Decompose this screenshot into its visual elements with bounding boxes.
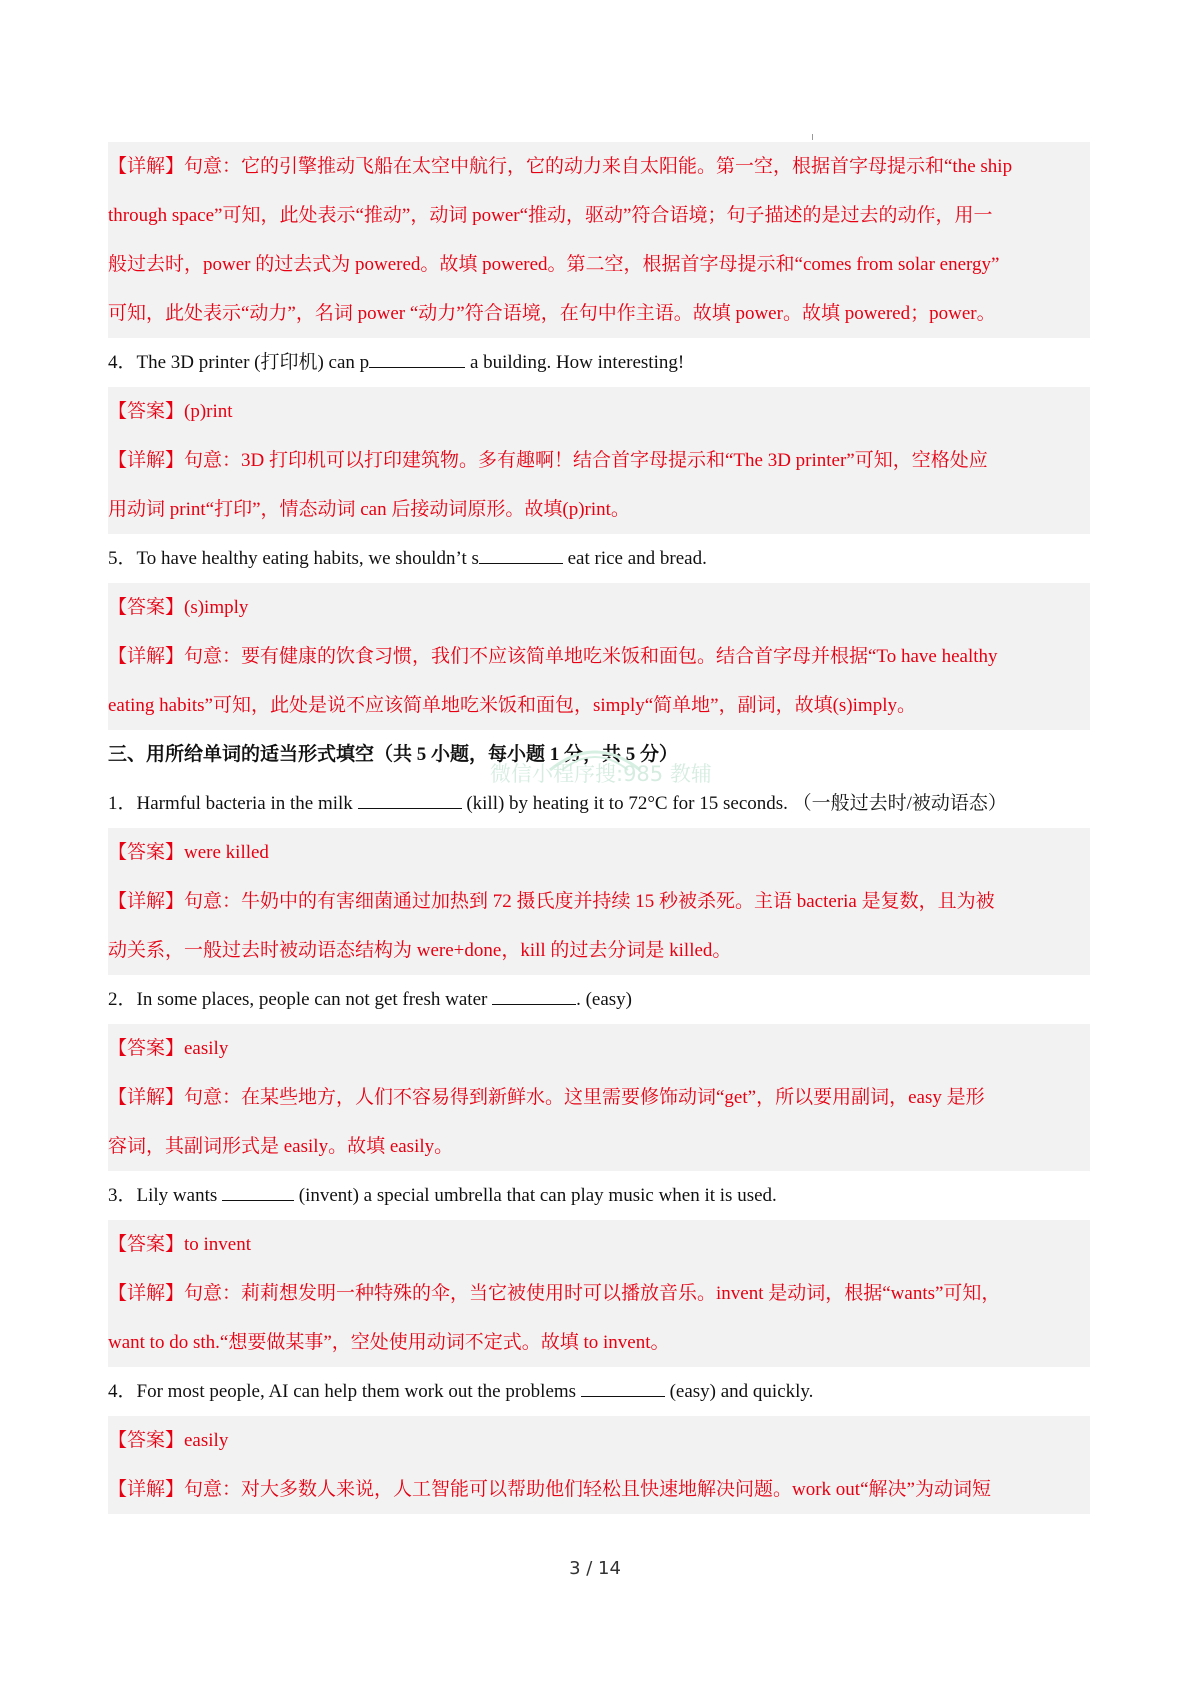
explanation-line: 动关系，一般过去时被动语态结构为 were+done，kill 的过去分词是 killed。 [108, 940, 732, 961]
answer-block [108, 1024, 1090, 1171]
question-text: 4．The 3D printer (打印机) can p [108, 352, 370, 373]
explanation-line: 【详解】句意：对大多数人来说，人工智能可以帮助他们轻松且快速地解决问题。work out“解决”为动词短 [108, 1479, 991, 1500]
answer-line: 【答案】easily [108, 1430, 229, 1451]
question-text: 2．In some places, people can not get fresh water [108, 989, 493, 1010]
explanation-line: 【详解】句意：牛奶中的有害细菌通过加热到 72 摄氏度并持续 15 秒被杀死。主语 bacteria 是复数，且为被 [108, 891, 995, 912]
question-line [108, 1367, 1090, 1416]
answer-blank [479, 543, 563, 564]
explanation-line: 般过去时，power 的过去式为 powered。故填 powered。第二空，根据首字母提示和“comes from solar energy” [108, 254, 1000, 275]
question-text: a building. How interesting! [465, 352, 685, 373]
answer-line: 【答案】easily [108, 1038, 229, 1059]
question-text: 3．Lily wants [108, 1185, 222, 1206]
explanation-line: 容词，其副词形式是 easily。故填 easily。 [108, 1136, 454, 1157]
explanation-line: 【详解】句意：它的引擎推动飞船在太空中航行，它的动力来自太阳能。第一空，根据首字母提示和“the ship [108, 156, 1013, 177]
section-heading: 三、用所给单词的适当形式填空（共 5 小题，每小题 1 分，共 5 分） [108, 744, 679, 765]
explanation-line: 【详解】句意：莉莉想发明一种特殊的伞，当它被使用时可以播放音乐。invent 是动词，根据“wants”可知， [108, 1283, 1001, 1304]
answer-blank [369, 347, 465, 368]
answer-line: 【答案】to invent [108, 1234, 252, 1255]
question-text: 4．For most people, AI can help them work out the problems [108, 1381, 581, 1402]
explanation-line: eating habits”可知，此处是说不应该简单地吃米饭和面包，simply“简单地”，副词，故填(s)imply。 [108, 695, 916, 716]
answer-blank [222, 1180, 294, 1201]
answer-block [108, 1220, 1090, 1367]
explanation-line: want to do sth.“想要做某事”，空处使用动词不定式。故填 to invent。 [108, 1332, 670, 1353]
watermark-text: 微信小程序搜:985 教辅 [490, 762, 712, 786]
explanation-line: 【详解】句意：在某些地方，人们不容易得到新鲜水。这里需要修饰动词“get”，所以要用副词，easy 是形 [108, 1087, 985, 1108]
explanation-line: 可知，此处表示“动力”，名词 power “动力”符合语境，在句中作主语。故填 power。故填 powered；power。 [108, 303, 996, 324]
question-text: 1．Harmful bacteria in the milk [108, 793, 358, 814]
question-text: (invent) a special umbrella that can play music when it is used. [294, 1185, 777, 1206]
question-line [108, 338, 1090, 387]
answer-line: 【答案】(s)imply [108, 597, 249, 618]
explanation-line: 【详解】句意：要有健康的饮食习惯，我们不应该简单地吃米饭和面包。结合首字母并根据“To have healthy [108, 646, 998, 667]
explanation-line: through space”可知，此处表示“推动”，动词 power“推动，驱动”符合语境；句子描述的是过去的动作，用一 [108, 205, 993, 226]
answer-block [108, 828, 1090, 975]
explanation-line: 【详解】句意：3D 打印机可以打印建筑物。多有趣啊！结合首字母提示和“The 3D printer”可知，空格处应 [108, 450, 988, 471]
answer-blank [358, 788, 462, 809]
question-line [108, 534, 1090, 583]
page-mark [812, 134, 813, 140]
answer-block [108, 387, 1090, 534]
question-line [108, 1171, 1090, 1220]
question-text: (kill) by heating it to 72°C for 15 seconds. （一般过去时/被动语态） [461, 793, 1007, 814]
answer-blank [581, 1376, 665, 1397]
answer-block [108, 1416, 1090, 1514]
answer-block [108, 583, 1090, 730]
answer-line: 【答案】(p)rint [108, 401, 233, 422]
question-text: . (easy) [576, 989, 633, 1010]
answer-blank [492, 984, 576, 1005]
page-number: 3 / 14 [569, 1558, 621, 1579]
answer-line: 【答案】were killed [108, 842, 269, 863]
question-text: (easy) and quickly. [664, 1381, 814, 1402]
question-text: eat rice and bread. [562, 548, 707, 569]
question-line [108, 779, 1090, 828]
explanation-block [108, 142, 1090, 338]
question-text: 5．To have healthy eating habits, we shouldn’t s [108, 548, 479, 569]
document-body [108, 142, 1090, 1514]
explanation-line: 用动词 print“打印”，情态动词 can 后接动词原形。故填(p)rint。 [108, 499, 630, 520]
question-line [108, 975, 1090, 1024]
